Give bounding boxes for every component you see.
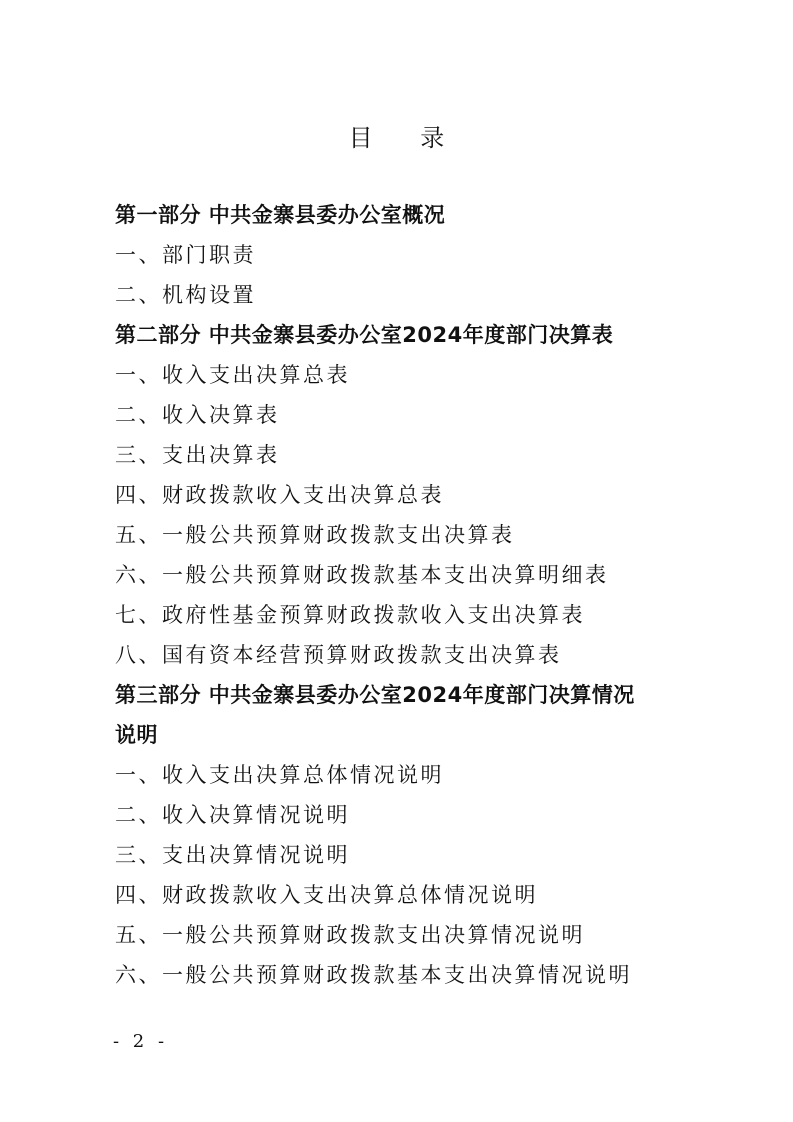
toc-entry: 六、一般公共预算财政拨款基本支出决算情况说明 (115, 963, 632, 987)
toc-entry: 七、政府性基金预算财政拨款收入支出决算表 (115, 603, 585, 627)
toc-part-heading: 第二部分 中共金寨县委办公室2024年度部门决算表 (115, 323, 614, 347)
page-number: - 2 - (113, 1031, 169, 1052)
toc-entry: 二、收入决算表 (115, 403, 280, 427)
toc-part-heading-continued: 说明 (115, 723, 158, 747)
toc-entry: 二、机构设置 (115, 283, 256, 307)
toc-entry: 三、支出决算情况说明 (115, 843, 350, 867)
toc-part-heading: 第三部分 中共金寨县委办公室2024年度部门决算情况 (115, 683, 635, 707)
toc-entry: 四、财政拨款收入支出决算总表 (115, 483, 444, 507)
toc-entry: 三、支出决算表 (115, 443, 280, 467)
toc-entry: 四、财政拨款收入支出决算总体情况说明 (115, 883, 538, 907)
toc-entry: 一、收入支出决算总体情况说明 (115, 763, 444, 787)
toc-entry: 五、一般公共预算财政拨款支出决算表 (115, 523, 515, 547)
page-title: 目 录 (348, 124, 465, 152)
toc-entry: 一、部门职责 (115, 243, 256, 267)
toc-entry: 二、收入决算情况说明 (115, 803, 350, 827)
toc-entry: 五、一般公共预算财政拨款支出决算情况说明 (115, 923, 585, 947)
toc-entry: 八、国有资本经营预算财政拨款支出决算表 (115, 643, 562, 667)
toc-entry: 一、收入支出决算总表 (115, 363, 350, 387)
table-of-contents (115, 195, 715, 995)
toc-entry: 六、一般公共预算财政拨款基本支出决算明细表 (115, 563, 609, 587)
toc-part-heading: 第一部分 中共金寨县委办公室概况 (115, 203, 446, 227)
